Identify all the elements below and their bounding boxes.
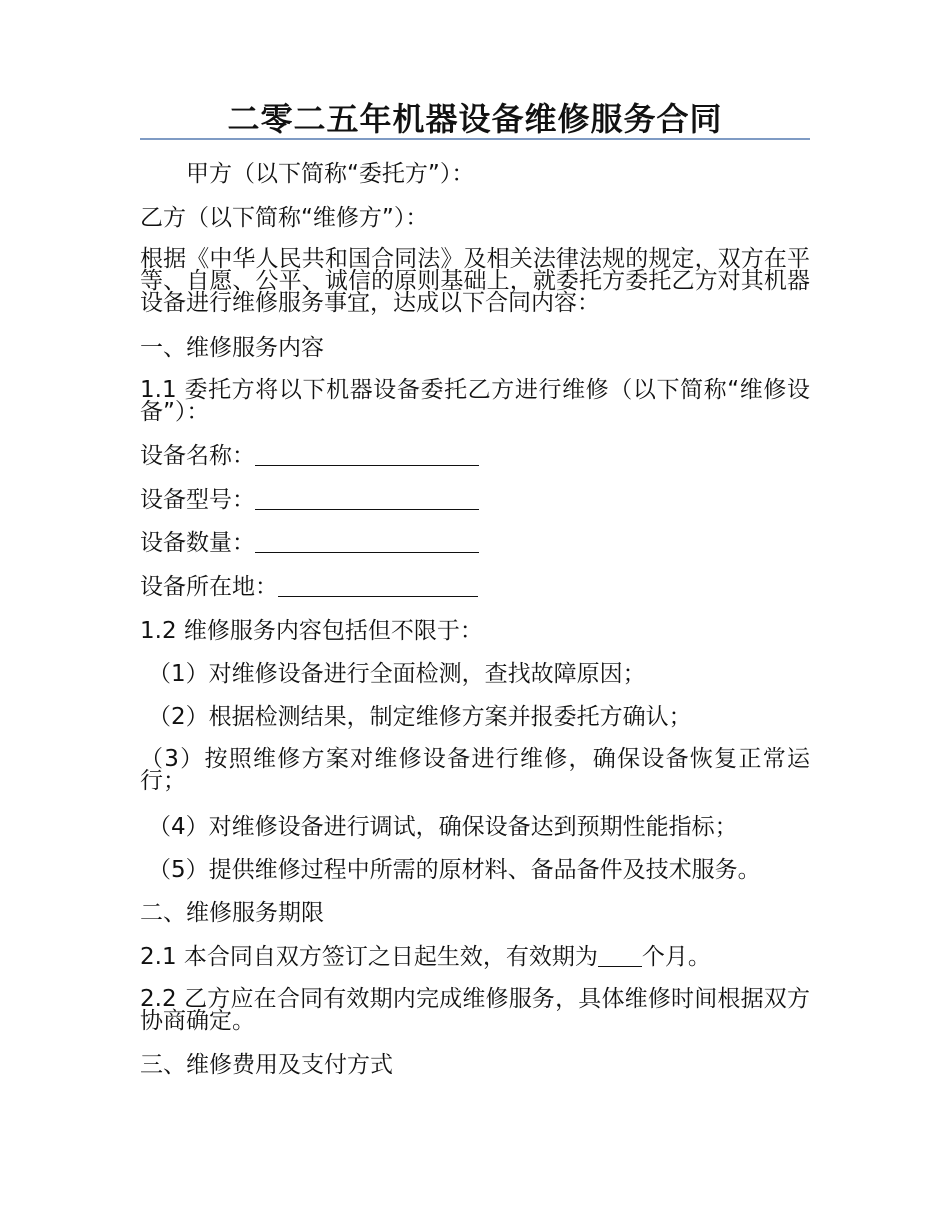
service-item-3: （3）按照维修方案对维修设备进行维修，确保设备恢复正常运行； <box>140 746 810 794</box>
field-equipment-quantity <box>140 530 810 556</box>
service-item-1: （1）对维修设备进行全面检测，查找故障原因； <box>148 661 646 687</box>
field-label: 设备名称： <box>140 443 255 469</box>
field-label: 设备数量： <box>140 530 255 556</box>
field-equipment-model <box>140 487 810 513</box>
clause-1-1: 1.1 委托方将以下机器设备委托乙方进行维修（以下简称“维修设备”）： <box>140 377 810 425</box>
clause-2-1-text-before: 2.1 本合同自双方签订之日起生效，有效期为 <box>140 944 598 970</box>
service-item-5: （5）提供维修过程中所需的原材料、备品备件及技术服务。 <box>148 857 761 883</box>
field-label: 设备型号： <box>140 487 255 513</box>
field-equipment-location <box>140 574 810 600</box>
fill-blank <box>255 530 479 553</box>
party-a-line: 甲方（以下简称“委托方”）： <box>186 161 475 187</box>
clause-2-1-text-after: 个月。 <box>641 944 711 970</box>
field-equipment-name <box>140 443 810 469</box>
clause-2-2: 2.2 乙方应在合同有效期内完成维修服务，具体维修时间根据双方协商确定。 <box>140 986 810 1034</box>
fill-blank <box>255 443 479 466</box>
contract-title: 二零二五年机器设备维修服务合同 <box>140 98 810 140</box>
section-1-heading: 一、维修服务内容 <box>140 335 324 361</box>
service-item-2: （2）根据检测结果，制定维修方案并报委托方确认； <box>148 704 692 730</box>
preamble-paragraph: 根据《中华人民共和国合同法》及相关法律法规的规定，双方在平等、自愿、公平、诚信的原则基础上，就委托方委托乙方对其机器设备进行维修服务事宜，达成以下合同内容： <box>140 246 810 316</box>
clause-1-2: 1.2 维修服务内容包括但不限于： <box>140 618 483 644</box>
clause-2-1 <box>140 944 810 970</box>
fill-blank <box>255 487 479 510</box>
service-item-4: （4）对维修设备进行调试，确保设备达到预期性能指标； <box>148 814 738 840</box>
fill-blank <box>598 944 642 967</box>
party-b-line: 乙方（以下简称“维修方”）： <box>140 205 429 231</box>
section-2-heading: 二、维修服务期限 <box>140 900 324 926</box>
field-label: 设备所在地： <box>140 574 278 600</box>
section-3-heading: 三、维修费用及支付方式 <box>140 1052 393 1078</box>
fill-blank <box>278 574 478 597</box>
